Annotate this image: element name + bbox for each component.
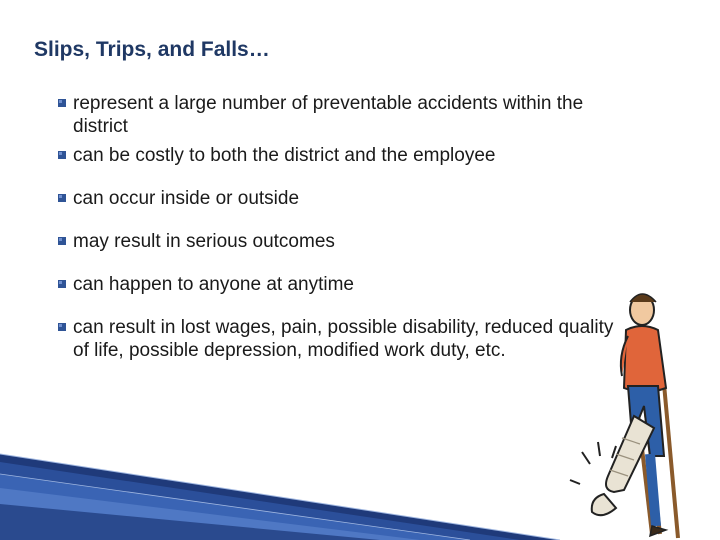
square-bullet-icon: [58, 323, 66, 331]
bullet-item: [58, 92, 628, 138]
bullet-list: [58, 92, 628, 362]
bullet-text: may result in serious outcomes: [73, 231, 335, 252]
square-bullet-icon: [58, 237, 66, 245]
bullet-item: [58, 144, 628, 167]
square-bullet-icon: [58, 194, 66, 202]
bullet-item: [58, 273, 628, 296]
square-bullet-icon: [58, 151, 66, 159]
bullet-item: [58, 230, 628, 253]
bullet-text: represent a large number of preventable accidents within the district: [73, 93, 584, 137]
bullet-text: can happen to anyone at anytime: [73, 274, 354, 295]
square-bullet-icon: [58, 99, 66, 107]
square-bullet-icon: [58, 280, 66, 288]
bullet-item: [58, 316, 628, 362]
injured-person-on-crutches-clipart: [556, 288, 716, 540]
slide-title: Slips, Trips, and Falls…: [34, 38, 270, 61]
bullet-item: [58, 187, 628, 210]
bullet-text: can occur inside or outside: [73, 188, 300, 209]
bullet-text: can result in lost wages, pain, possible disability, reduced quality of life, possible depression, modified work duty, etc.: [73, 317, 614, 361]
bullet-text: can be costly to both the district and the employee: [73, 145, 496, 166]
decorative-accent-wave: [0, 440, 560, 540]
